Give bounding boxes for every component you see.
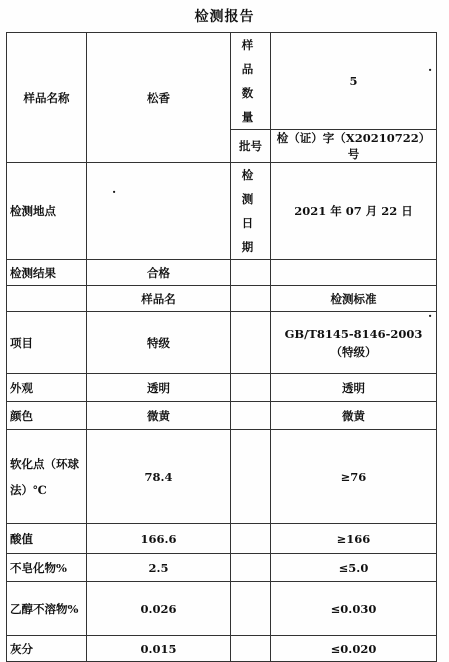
result-row xyxy=(7,260,437,286)
spacer-cell xyxy=(231,582,271,636)
date-label: 检测日期 xyxy=(231,163,271,260)
table-row xyxy=(7,636,437,662)
table-row xyxy=(7,582,437,636)
scan-mark: . xyxy=(428,60,433,74)
result-label: 检测结果 xyxy=(7,260,87,286)
sample-name-label: 样品名称 xyxy=(7,33,87,163)
report-title: 检测报告 xyxy=(194,9,255,25)
column-header-row xyxy=(7,286,437,312)
standard-value: ≤5.0 xyxy=(271,554,437,582)
sample-value: 微黄 xyxy=(87,402,231,430)
sample-value: 0.015 xyxy=(87,636,231,662)
item-label: 不皂化物% xyxy=(7,554,87,582)
sample-value: 透明 xyxy=(87,374,231,402)
spacer-cell xyxy=(231,312,271,374)
location-value xyxy=(87,163,231,260)
date-value: 2021 年 07 月 22 日 xyxy=(271,163,437,260)
sample-value: 166.6 xyxy=(87,524,231,554)
scan-mark: . xyxy=(428,306,433,320)
spacer-cell xyxy=(231,636,271,662)
result-empty-cell xyxy=(231,260,271,286)
item-label: 软化点（环球法）℃ xyxy=(7,430,87,524)
standard-value: ≥76 xyxy=(271,430,437,524)
header-empty-cell xyxy=(7,286,87,312)
report-table xyxy=(6,32,437,662)
sample-value: 特级 xyxy=(87,312,231,374)
standard-value: 透明 xyxy=(271,374,437,402)
column-sample-name: 样品名 xyxy=(87,286,231,312)
spacer-cell xyxy=(231,524,271,554)
standard-value: ≥166 xyxy=(271,524,437,554)
table-row xyxy=(7,524,437,554)
quantity-value: 5 xyxy=(271,33,437,130)
table-row xyxy=(7,430,437,524)
table-row xyxy=(7,374,437,402)
standard-value: 微黄 xyxy=(271,402,437,430)
header-empty-cell xyxy=(231,286,271,312)
sample-row xyxy=(7,33,437,130)
item-label: 颜色 xyxy=(7,402,87,430)
sample-name-value: 松香 xyxy=(87,33,231,163)
result-empty-cell xyxy=(271,260,437,286)
table-row xyxy=(7,312,437,374)
spacer-cell xyxy=(231,430,271,524)
standard-value: ≤0.020 xyxy=(271,636,437,662)
item-label: 酸值 xyxy=(7,524,87,554)
item-label: 乙醇不溶物% xyxy=(7,582,87,636)
scan-mark: . xyxy=(112,182,117,196)
item-label: 项目 xyxy=(7,312,87,374)
spacer-cell xyxy=(231,374,271,402)
sample-value: 0.026 xyxy=(87,582,231,636)
result-value: 合格 xyxy=(87,260,231,286)
item-label: 灰分 xyxy=(7,636,87,662)
standard-value: ≤0.030 xyxy=(271,582,437,636)
batch-label: 批号 xyxy=(231,130,271,163)
standard-value: GB/T8145-8146-2003（特级） xyxy=(271,312,437,374)
batch-value: 检（证）字（X20210722）号 xyxy=(271,130,437,163)
spacer-cell xyxy=(231,402,271,430)
column-standard: 检测标准 xyxy=(271,286,437,312)
location-label: 检测地点 xyxy=(7,163,87,260)
item-label: 外观 xyxy=(7,374,87,402)
table-row xyxy=(7,554,437,582)
location-row xyxy=(7,163,437,260)
quantity-label: 样品数量 xyxy=(231,33,271,130)
sample-value: 2.5 xyxy=(87,554,231,582)
sample-value: 78.4 xyxy=(87,430,231,524)
spacer-cell xyxy=(231,554,271,582)
table-row xyxy=(7,402,437,430)
